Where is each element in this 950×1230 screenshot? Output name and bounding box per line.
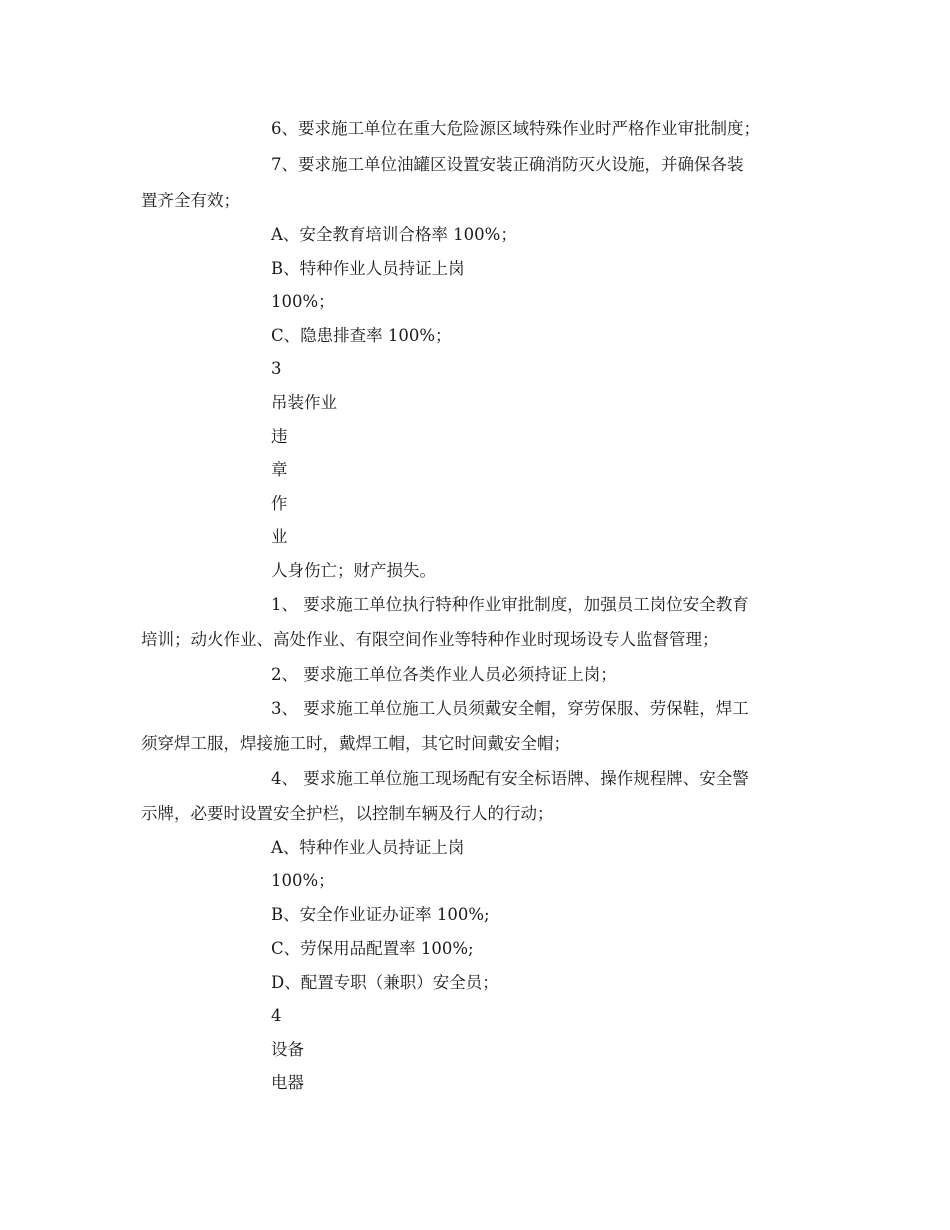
text-line: C、劳保用品配置率 100%; — [271, 939, 474, 958]
text-line: 须穿焊工服，焊接施工时，戴焊工帽，其它时间戴安全帽； — [141, 734, 570, 753]
text-line: 违 — [271, 427, 288, 446]
text-line: 章 — [271, 460, 288, 479]
text-line: 培训；动火作业、高处作业、有限空间作业等特种作业时现场设专人监督管理； — [141, 630, 719, 649]
text-line: A、安全教育培训合格率 100%； — [271, 225, 517, 244]
text-line: 3 — [271, 359, 282, 378]
text-line: 7、要求施工单位油罐区设置安装正确消防灭火设施，并确保各装 — [271, 155, 744, 174]
text-line: 业 — [271, 527, 288, 546]
text-line: B、特种作业人员持证上岗 — [271, 259, 465, 278]
text-line: 4 — [271, 1006, 282, 1025]
text-line: 作 — [271, 494, 288, 513]
text-line: 100%； — [271, 292, 335, 311]
text-line: 6、要求施工单位在重大危险源区域特殊作业时严格作业审批制度； — [271, 119, 760, 138]
text-line: 电器 — [271, 1073, 304, 1092]
text-line: 2、 要求施工单位各类作业人员必须持证上岗； — [271, 665, 617, 684]
text-line: D、配置专职（兼职）安全员； — [271, 973, 499, 992]
text-line: 100%； — [271, 871, 335, 890]
text-line: B、安全作业证办证率 100%; — [271, 905, 490, 924]
text-line: 示牌，必要时设置安全护栏，以控制车辆及行人的行动； — [141, 804, 554, 823]
text-line: 3、 要求施工单位施工人员须戴安全帽，穿劳保服、劳保鞋，焊工 — [271, 699, 749, 718]
text-line: C、隐患排查率 100%； — [271, 326, 452, 345]
text-line: A、特种作业人员持证上岗 — [271, 838, 465, 857]
text-line: 1、 要求施工单位执行特种作业审批制度，加强员工岗位安全教育 — [271, 595, 749, 614]
text-line: 4、 要求施工单位施工现场配有安全标语牌、操作规程牌、安全警 — [271, 769, 749, 788]
text-line: 人身伤亡；财产损失。 — [271, 561, 436, 580]
text-line: 置齐全有效； — [141, 191, 240, 210]
text-line: 设备 — [271, 1040, 304, 1059]
text-line: 吊装作业 — [271, 393, 337, 412]
